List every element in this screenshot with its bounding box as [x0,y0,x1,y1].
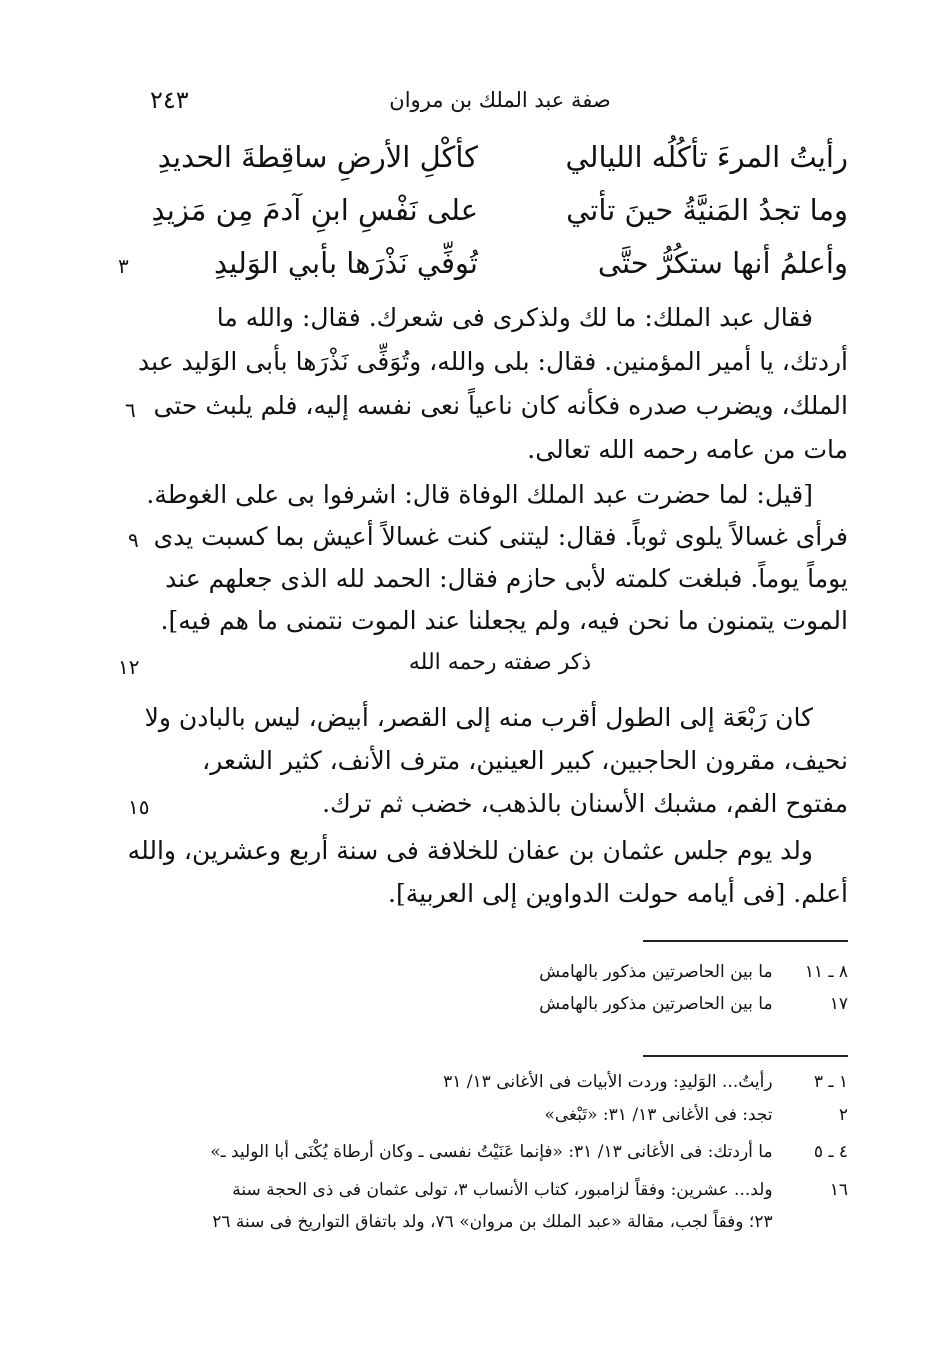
paragraph-line: مات من عامه رحمه الله تعالى. [527,435,848,464]
footnote-ref: ٢ [838,1105,848,1125]
footnote [153,1142,848,1162]
section-heading: ذكر صفته رحمه الله [408,650,592,675]
page-number: ٢٤٣ [150,86,189,114]
line-number: ٣ [118,254,129,278]
footnote-ref: ١٧ [829,994,848,1014]
paragraph-line: فقال عبد الملك: ما لك ولذكرى فى شعرك. فقال: والله ما [216,303,813,332]
footnote-ref: ٨ ـ ١١ [804,962,848,982]
footnote-text: ما أردتك: فى الأغانى ١٣/ ٣١: «فإنما عَنَيْتُ نفسى ـ وكان أرطاة يُكْنَى أبا الوليد ـ» [210,1142,773,1162]
footnote-ref: ١٦ [829,1180,848,1200]
footnote-text: تجد: فى الأغانى ١٣/ ٣١: «تَبْغى» [544,1105,773,1125]
footnote-rule [643,940,848,942]
paragraph-line: الملك، ويضرب صدره فكأنه كان ناعياً نعى نفسه إليه، فلم يلبث حتى [153,391,848,420]
line-number: ٩ [128,528,139,552]
paragraph-line: يوماً يوماً. فبلغت كلمته لأبى حازم فقال: الحمد لله الذى جعلهم عند [165,564,848,593]
footnote-text: ما بين الحاصرتين مذكور بالهامش [539,962,773,982]
paragraph-line: فرأى غسالاً يلوى ثوباً. فقال: ليتنى كنت غسالاً أعيش بما كسبت يدى [153,522,848,551]
footnote [153,962,848,982]
footnote [153,1180,848,1200]
line-number: ١٢ [118,655,140,679]
footnote [153,1072,848,1092]
poem-line-3-first-hemistich: وأعلمُ أنها ستكُرُّ حتَّى [597,246,848,280]
paragraph-line: مفتوح الفم، مشبك الأسنان بالذهب، خضب ثم ترك. [322,789,848,818]
footnote-continuation [153,1212,848,1232]
footnote-text: رأيتُ... الوَليدِ: وردت الأبيات فى الأغانى ١٣/ ٣١ [443,1072,773,1092]
paragraph-line: [قيل: لما حضرت عبد الملك الوفاة قال: اشرفوا بى على الغوطة. [146,480,813,509]
paragraph-line: أردتك، يا أمير المؤمنين. فقال: بلى والله، وتُوَفِّى نَذْرَها بأبى الوَليد عبد [138,347,848,376]
poem-line-1-first-hemistich: رأيتُ المرءَ تأكُلُه الليالي [565,140,848,174]
footnote-text: ما بين الحاصرتين مذكور بالهامش [539,994,773,1014]
running-title: صفة عبد الملك بن مروان [389,88,611,112]
footnote [153,1105,848,1125]
footnote-text: ولد... عشرين: وفقاً لزامبور، كتاب الأنساب ٣، تولى عثمان فى ذى الحجة سنة [232,1180,773,1200]
poem-line-1-second-hemistich: كأكْلِ الأرضِ ساقِطةَ الحديدِ [157,140,478,174]
paragraph-line: الموت يتمنون ما نحن فيه، ولم يجعلنا عند الموت نتمنى ما هم فيه]. [160,606,848,635]
footnote-rule [643,1055,848,1057]
poem-line-2-first-hemistich: وما تجدُ المَنيَّةُ حينَ تأتي [566,193,848,227]
line-number: ٦ [125,398,136,422]
paragraph-line: ولد يوم جلس عثمان بن عفان للخلافة فى سنة أربع وعشرين، والله [127,836,813,865]
footnote-text: ٢٣؛ وفقاً لجب، مقالة «عبد الملك بن مروان» ٧٦، ولد باتفاق التواريخ فى سنة ٢٦ [212,1212,773,1232]
footnote-ref: ١ ـ ٣ [813,1072,848,1092]
paragraph-line: أعلم. [فى أيامه حولت الدواوين إلى العربية]. [388,879,848,908]
poem-line-2-second-hemistich: على نَفْسِ ابنِ آدمَ مِن مَزيدِ [151,193,478,227]
footnote-ref: ٤ ـ ٥ [813,1142,848,1162]
footnote [153,994,848,1014]
line-number: ١٥ [128,795,150,819]
paragraph-line: نحيف، مقرون الحاجبين، كبير العينين، مترف الأنف، كثير الشعر، [202,746,848,775]
paragraph-line: كان رَبْعَة إلى الطول أقرب منه إلى القصر، أبيض، ليس بالبادن ولا [144,703,813,732]
poem-line-3-second-hemistich: تُوفِّي نَذْرَها بأبي الوَليدِ [213,246,478,280]
